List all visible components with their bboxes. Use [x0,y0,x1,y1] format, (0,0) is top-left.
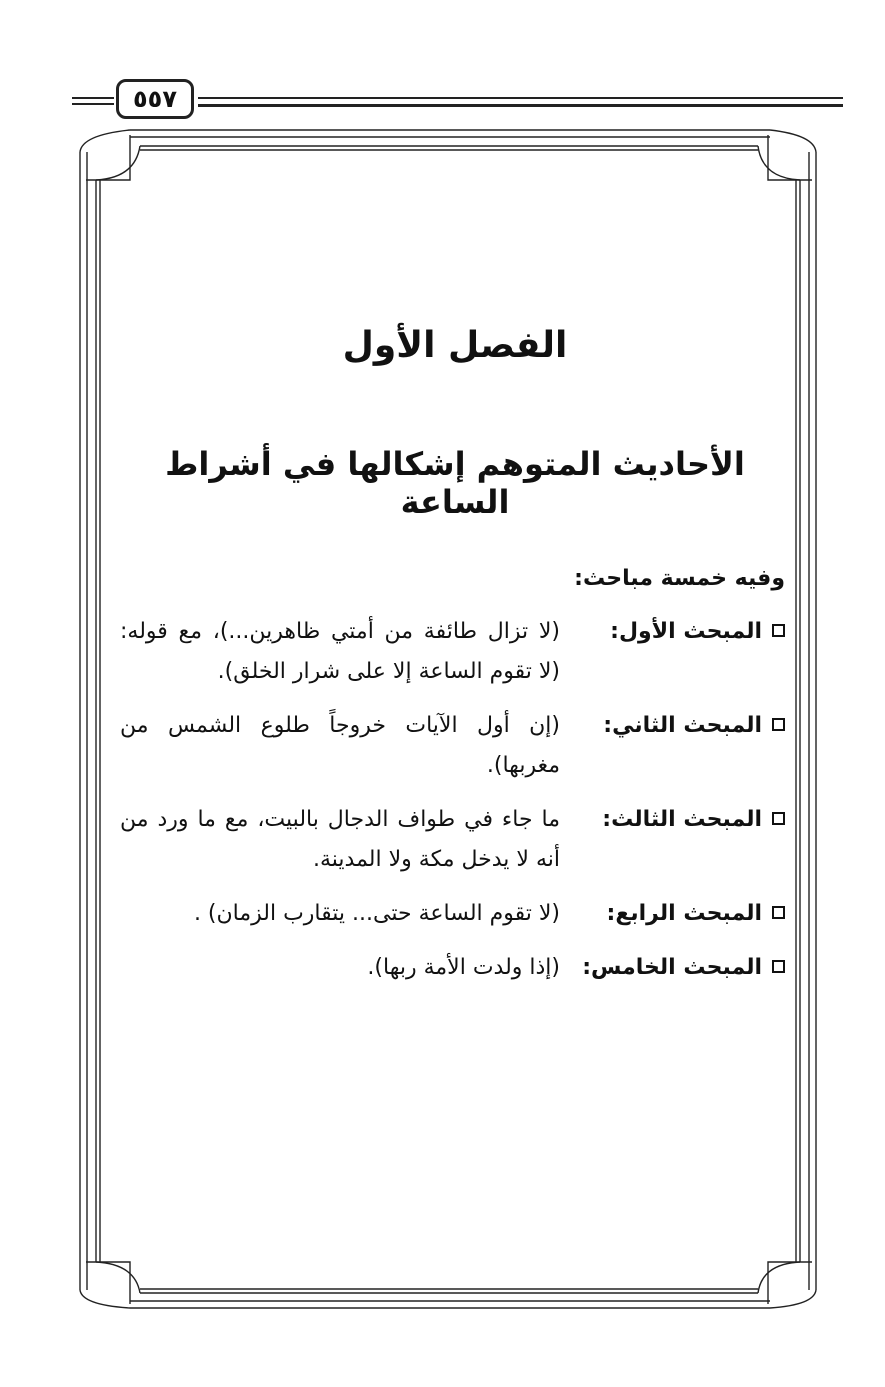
list-item [120,612,785,692]
list-item [120,706,785,786]
section-label: المبحث الثالث: [602,807,762,832]
chapter-title: الفصل الأول [342,325,568,366]
section-text: ما جاء في طواف الدجال بالبيت، مع ما ورد من أنه لا يدخل مكة ولا المدينة. [120,807,560,872]
list-item [120,800,785,880]
checkbox-icon [772,960,785,973]
section-label: المبحث الثاني: [603,713,762,738]
section-text: (إذا ولدت الأمة ربها). [367,955,560,980]
section-label: المبحث الرابع: [606,901,762,926]
list-item [120,948,785,988]
section-text: (لا تزال طائفة من أمتي ظاهرين...)، مع قوله: (لا تقوم الساعة إلا على شرار الخلق). [120,619,560,684]
chapter-subtitle: الأحاديث المتوهم إشكالها في أشراط الساعة [165,445,745,521]
section-label: المبحث الخامس: [582,955,762,980]
sections-list [120,612,785,1002]
section-text: (لا تقوم الساعة حتى... يتقارب الزمان) . [193,901,560,926]
section-label: المبحث الأول: [610,619,762,644]
checkbox-icon [772,906,785,919]
page-number: ٥٥٧ [116,79,194,119]
list-item [120,894,785,934]
section-text: (إن أول الآيات خروجاً طلوع الشمس من مغربها). [120,713,560,778]
intro-text: وفيه خمسة مباحث: [574,566,785,591]
checkbox-icon [772,624,785,637]
checkbox-icon [772,718,785,731]
checkbox-icon [772,812,785,825]
